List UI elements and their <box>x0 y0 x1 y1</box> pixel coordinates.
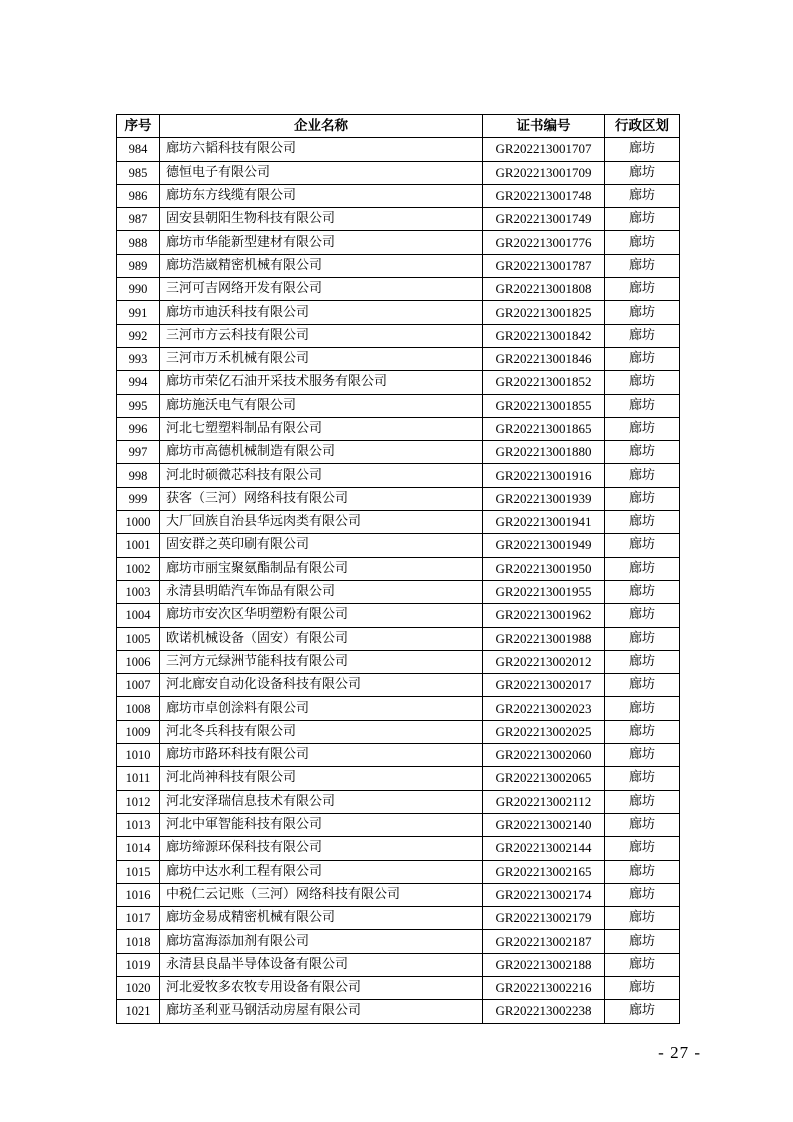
certificate-number-cell: GR202213002012 <box>483 650 605 673</box>
certificate-number-cell: GR202213001709 <box>483 161 605 184</box>
seq-cell: 996 <box>117 417 160 440</box>
region-cell: 廊坊 <box>605 907 680 930</box>
region-cell: 廊坊 <box>605 837 680 860</box>
table-row <box>117 650 680 673</box>
seq-cell: 992 <box>117 324 160 347</box>
table-row <box>117 604 680 627</box>
certificate-number-cell: GR202213002179 <box>483 907 605 930</box>
company-name-cell: 廊坊市路环科技有限公司 <box>160 744 483 767</box>
table-row <box>117 697 680 720</box>
table-row <box>117 674 680 697</box>
region-cell: 廊坊 <box>605 138 680 161</box>
certificate-number-cell: GR202213002238 <box>483 1000 605 1023</box>
company-name-cell: 获客（三河）网络科技有限公司 <box>160 487 483 510</box>
certificate-number-cell: GR202213002216 <box>483 976 605 999</box>
table-row <box>117 464 680 487</box>
company-name-cell: 廊坊市华能新型建材有限公司 <box>160 231 483 254</box>
region-cell: 廊坊 <box>605 231 680 254</box>
certificate-number-cell: GR202213001808 <box>483 278 605 301</box>
seq-cell: 1005 <box>117 627 160 650</box>
certificate-number-cell: GR202213001825 <box>483 301 605 324</box>
seq-cell: 1011 <box>117 767 160 790</box>
region-cell: 廊坊 <box>605 976 680 999</box>
company-name-cell: 河北七塑塑料制品有限公司 <box>160 417 483 440</box>
region-cell: 廊坊 <box>605 161 680 184</box>
certificate-number-cell: GR202213002144 <box>483 837 605 860</box>
certificate-number-cell: GR202213001941 <box>483 511 605 534</box>
certificate-number-cell: GR202213001846 <box>483 347 605 370</box>
region-cell: 廊坊 <box>605 627 680 650</box>
seq-cell: 989 <box>117 254 160 277</box>
seq-cell: 995 <box>117 394 160 417</box>
table-row <box>117 417 680 440</box>
certificate-number-cell: GR202213001880 <box>483 441 605 464</box>
seq-cell: 984 <box>117 138 160 161</box>
seq-cell: 1012 <box>117 790 160 813</box>
table-row <box>117 161 680 184</box>
certificate-number-cell: GR202213001749 <box>483 208 605 231</box>
seq-cell: 1014 <box>117 837 160 860</box>
certificate-number-cell: GR202213002025 <box>483 720 605 743</box>
company-name-cell: 河北爱牧多农牧专用设备有限公司 <box>160 976 483 999</box>
company-name-cell: 廊坊市卓创涂料有限公司 <box>160 697 483 720</box>
company-name-cell: 廊坊市安次区华明塑粉有限公司 <box>160 604 483 627</box>
table-row <box>117 347 680 370</box>
region-cell: 廊坊 <box>605 511 680 534</box>
certificate-number-cell: GR202213001939 <box>483 487 605 510</box>
table-row <box>117 371 680 394</box>
certificate-number-cell: GR202213002060 <box>483 744 605 767</box>
region-cell: 廊坊 <box>605 487 680 510</box>
certificate-number-cell: GR202213001955 <box>483 580 605 603</box>
region-cell: 廊坊 <box>605 441 680 464</box>
seq-cell: 1016 <box>117 883 160 906</box>
table-row <box>117 953 680 976</box>
table-row <box>117 1000 680 1023</box>
seq-cell: 1002 <box>117 557 160 580</box>
company-name-cell: 永清县明皓汽车饰品有限公司 <box>160 580 483 603</box>
region-cell: 廊坊 <box>605 580 680 603</box>
header-cert: 证书编号 <box>483 115 605 138</box>
region-cell: 廊坊 <box>605 790 680 813</box>
region-cell: 廊坊 <box>605 417 680 440</box>
table-row <box>117 534 680 557</box>
certificate-number-cell: GR202213001988 <box>483 627 605 650</box>
seq-cell: 988 <box>117 231 160 254</box>
seq-cell: 1008 <box>117 697 160 720</box>
table-row <box>117 837 680 860</box>
seq-cell: 999 <box>117 487 160 510</box>
region-cell: 廊坊 <box>605 883 680 906</box>
table-row <box>117 883 680 906</box>
seq-cell: 1007 <box>117 674 160 697</box>
seq-cell: 994 <box>117 371 160 394</box>
region-cell: 廊坊 <box>605 347 680 370</box>
company-name-cell: 三河市方云科技有限公司 <box>160 324 483 347</box>
company-name-cell: 廊坊市丽宝聚氨酯制品有限公司 <box>160 557 483 580</box>
region-cell: 廊坊 <box>605 650 680 673</box>
seq-cell: 1017 <box>117 907 160 930</box>
header-region: 行政区划 <box>605 115 680 138</box>
region-cell: 廊坊 <box>605 534 680 557</box>
region-cell: 廊坊 <box>605 254 680 277</box>
table-row <box>117 860 680 883</box>
table-row <box>117 394 680 417</box>
table-row <box>117 487 680 510</box>
certificate-number-cell: GR202213001855 <box>483 394 605 417</box>
certificate-number-cell: GR202213001865 <box>483 417 605 440</box>
certificate-number-cell: GR202213001950 <box>483 557 605 580</box>
seq-cell: 1003 <box>117 580 160 603</box>
certificate-number-cell: GR202213001949 <box>483 534 605 557</box>
certificate-number-cell: GR202213002165 <box>483 860 605 883</box>
company-name-cell: 欧诺机械设备（固安）有限公司 <box>160 627 483 650</box>
company-name-cell: 河北廊安自动化设备科技有限公司 <box>160 674 483 697</box>
region-cell: 廊坊 <box>605 930 680 953</box>
region-cell: 廊坊 <box>605 813 680 836</box>
seq-cell: 1009 <box>117 720 160 743</box>
table-row <box>117 254 680 277</box>
header-name: 企业名称 <box>160 115 483 138</box>
company-name-cell: 河北时硕微芯科技有限公司 <box>160 464 483 487</box>
seq-cell: 1015 <box>117 860 160 883</box>
table-row <box>117 138 680 161</box>
table-row <box>117 557 680 580</box>
company-name-cell: 廊坊金易成精密机械有限公司 <box>160 907 483 930</box>
company-name-cell: 廊坊富海添加剂有限公司 <box>160 930 483 953</box>
region-cell: 廊坊 <box>605 557 680 580</box>
table-row <box>117 580 680 603</box>
table-row <box>117 301 680 324</box>
seq-cell: 997 <box>117 441 160 464</box>
region-cell: 廊坊 <box>605 301 680 324</box>
table-row <box>117 278 680 301</box>
company-name-cell: 三河可吉网络开发有限公司 <box>160 278 483 301</box>
certificate-number-cell: GR202213001748 <box>483 184 605 207</box>
company-name-cell: 大厂回族自治县华远肉类有限公司 <box>160 511 483 534</box>
enterprise-table <box>116 114 680 1024</box>
table-header-row <box>117 115 680 138</box>
seq-cell: 1020 <box>117 976 160 999</box>
region-cell: 廊坊 <box>605 1000 680 1023</box>
company-name-cell: 中税仁云记账（三河）网络科技有限公司 <box>160 883 483 906</box>
certificate-number-cell: GR202213001787 <box>483 254 605 277</box>
region-cell: 廊坊 <box>605 674 680 697</box>
table-row <box>117 907 680 930</box>
company-name-cell: 廊坊市迪沃科技有限公司 <box>160 301 483 324</box>
seq-cell: 987 <box>117 208 160 231</box>
region-cell: 廊坊 <box>605 208 680 231</box>
table-row <box>117 930 680 953</box>
table-body <box>117 138 680 1023</box>
certificate-number-cell: GR202213001962 <box>483 604 605 627</box>
certificate-number-cell: GR202213001852 <box>483 371 605 394</box>
table-row <box>117 231 680 254</box>
seq-cell: 1000 <box>117 511 160 534</box>
region-cell: 廊坊 <box>605 697 680 720</box>
certificate-number-cell: GR202213001776 <box>483 231 605 254</box>
seq-cell: 991 <box>117 301 160 324</box>
company-name-cell: 廊坊施沃电气有限公司 <box>160 394 483 417</box>
seq-cell: 1021 <box>117 1000 160 1023</box>
company-name-cell: 固安群之英印刷有限公司 <box>160 534 483 557</box>
seq-cell: 1006 <box>117 650 160 673</box>
certificate-number-cell: GR202213001916 <box>483 464 605 487</box>
table-row <box>117 976 680 999</box>
company-name-cell: 廊坊缔源环保科技有限公司 <box>160 837 483 860</box>
header-seq: 序号 <box>117 115 160 138</box>
certificate-number-cell: GR202213001707 <box>483 138 605 161</box>
table-row <box>117 208 680 231</box>
region-cell: 廊坊 <box>605 604 680 627</box>
company-name-cell: 三河市万禾机械有限公司 <box>160 347 483 370</box>
table-row <box>117 813 680 836</box>
region-cell: 廊坊 <box>605 767 680 790</box>
seq-cell: 990 <box>117 278 160 301</box>
region-cell: 廊坊 <box>605 720 680 743</box>
seq-cell: 1013 <box>117 813 160 836</box>
seq-cell: 1004 <box>117 604 160 627</box>
company-name-cell: 三河方元绿洲节能科技有限公司 <box>160 650 483 673</box>
company-name-cell: 永清县良晶半导体设备有限公司 <box>160 953 483 976</box>
table-row <box>117 744 680 767</box>
seq-cell: 1010 <box>117 744 160 767</box>
seq-cell: 993 <box>117 347 160 370</box>
table-row <box>117 324 680 347</box>
region-cell: 廊坊 <box>605 860 680 883</box>
table-row <box>117 184 680 207</box>
certificate-number-cell: GR202213002174 <box>483 883 605 906</box>
page-number: - 27 - <box>658 1043 701 1062</box>
seq-cell: 1018 <box>117 930 160 953</box>
table-row <box>117 790 680 813</box>
seq-cell: 1019 <box>117 953 160 976</box>
certificate-number-cell: GR202213002140 <box>483 813 605 836</box>
region-cell: 廊坊 <box>605 184 680 207</box>
company-name-cell: 廊坊东方线缆有限公司 <box>160 184 483 207</box>
region-cell: 廊坊 <box>605 953 680 976</box>
company-name-cell: 廊坊市高德机械制造有限公司 <box>160 441 483 464</box>
region-cell: 廊坊 <box>605 278 680 301</box>
table-row <box>117 511 680 534</box>
company-name-cell: 廊坊六韬科技有限公司 <box>160 138 483 161</box>
company-name-cell: 河北中軍智能科技有限公司 <box>160 813 483 836</box>
company-name-cell: 廊坊市荣亿石油开采技术服务有限公司 <box>160 371 483 394</box>
certificate-number-cell: GR202213002188 <box>483 953 605 976</box>
company-name-cell: 德恒电子有限公司 <box>160 161 483 184</box>
certificate-number-cell: GR202213002017 <box>483 674 605 697</box>
seq-cell: 998 <box>117 464 160 487</box>
company-name-cell: 廊坊圣利亚马钢活动房屋有限公司 <box>160 1000 483 1023</box>
region-cell: 廊坊 <box>605 324 680 347</box>
seq-cell: 1001 <box>117 534 160 557</box>
company-name-cell: 河北冬兵科技有限公司 <box>160 720 483 743</box>
table-row <box>117 627 680 650</box>
table-row <box>117 720 680 743</box>
certificate-number-cell: GR202213002187 <box>483 930 605 953</box>
region-cell: 廊坊 <box>605 394 680 417</box>
region-cell: 廊坊 <box>605 464 680 487</box>
region-cell: 廊坊 <box>605 371 680 394</box>
company-name-cell: 固安县朝阳生物科技有限公司 <box>160 208 483 231</box>
certificate-number-cell: GR202213002023 <box>483 697 605 720</box>
company-name-cell: 廊坊中达水利工程有限公司 <box>160 860 483 883</box>
seq-cell: 986 <box>117 184 160 207</box>
region-cell: 廊坊 <box>605 744 680 767</box>
table-row <box>117 441 680 464</box>
certificate-number-cell: GR202213001842 <box>483 324 605 347</box>
company-name-cell: 廊坊浩崴精密机械有限公司 <box>160 254 483 277</box>
company-name-cell: 河北安泽瑞信息技术有限公司 <box>160 790 483 813</box>
company-name-cell: 河北尚神科技有限公司 <box>160 767 483 790</box>
certificate-number-cell: GR202213002112 <box>483 790 605 813</box>
seq-cell: 985 <box>117 161 160 184</box>
table-row <box>117 767 680 790</box>
certificate-number-cell: GR202213002065 <box>483 767 605 790</box>
